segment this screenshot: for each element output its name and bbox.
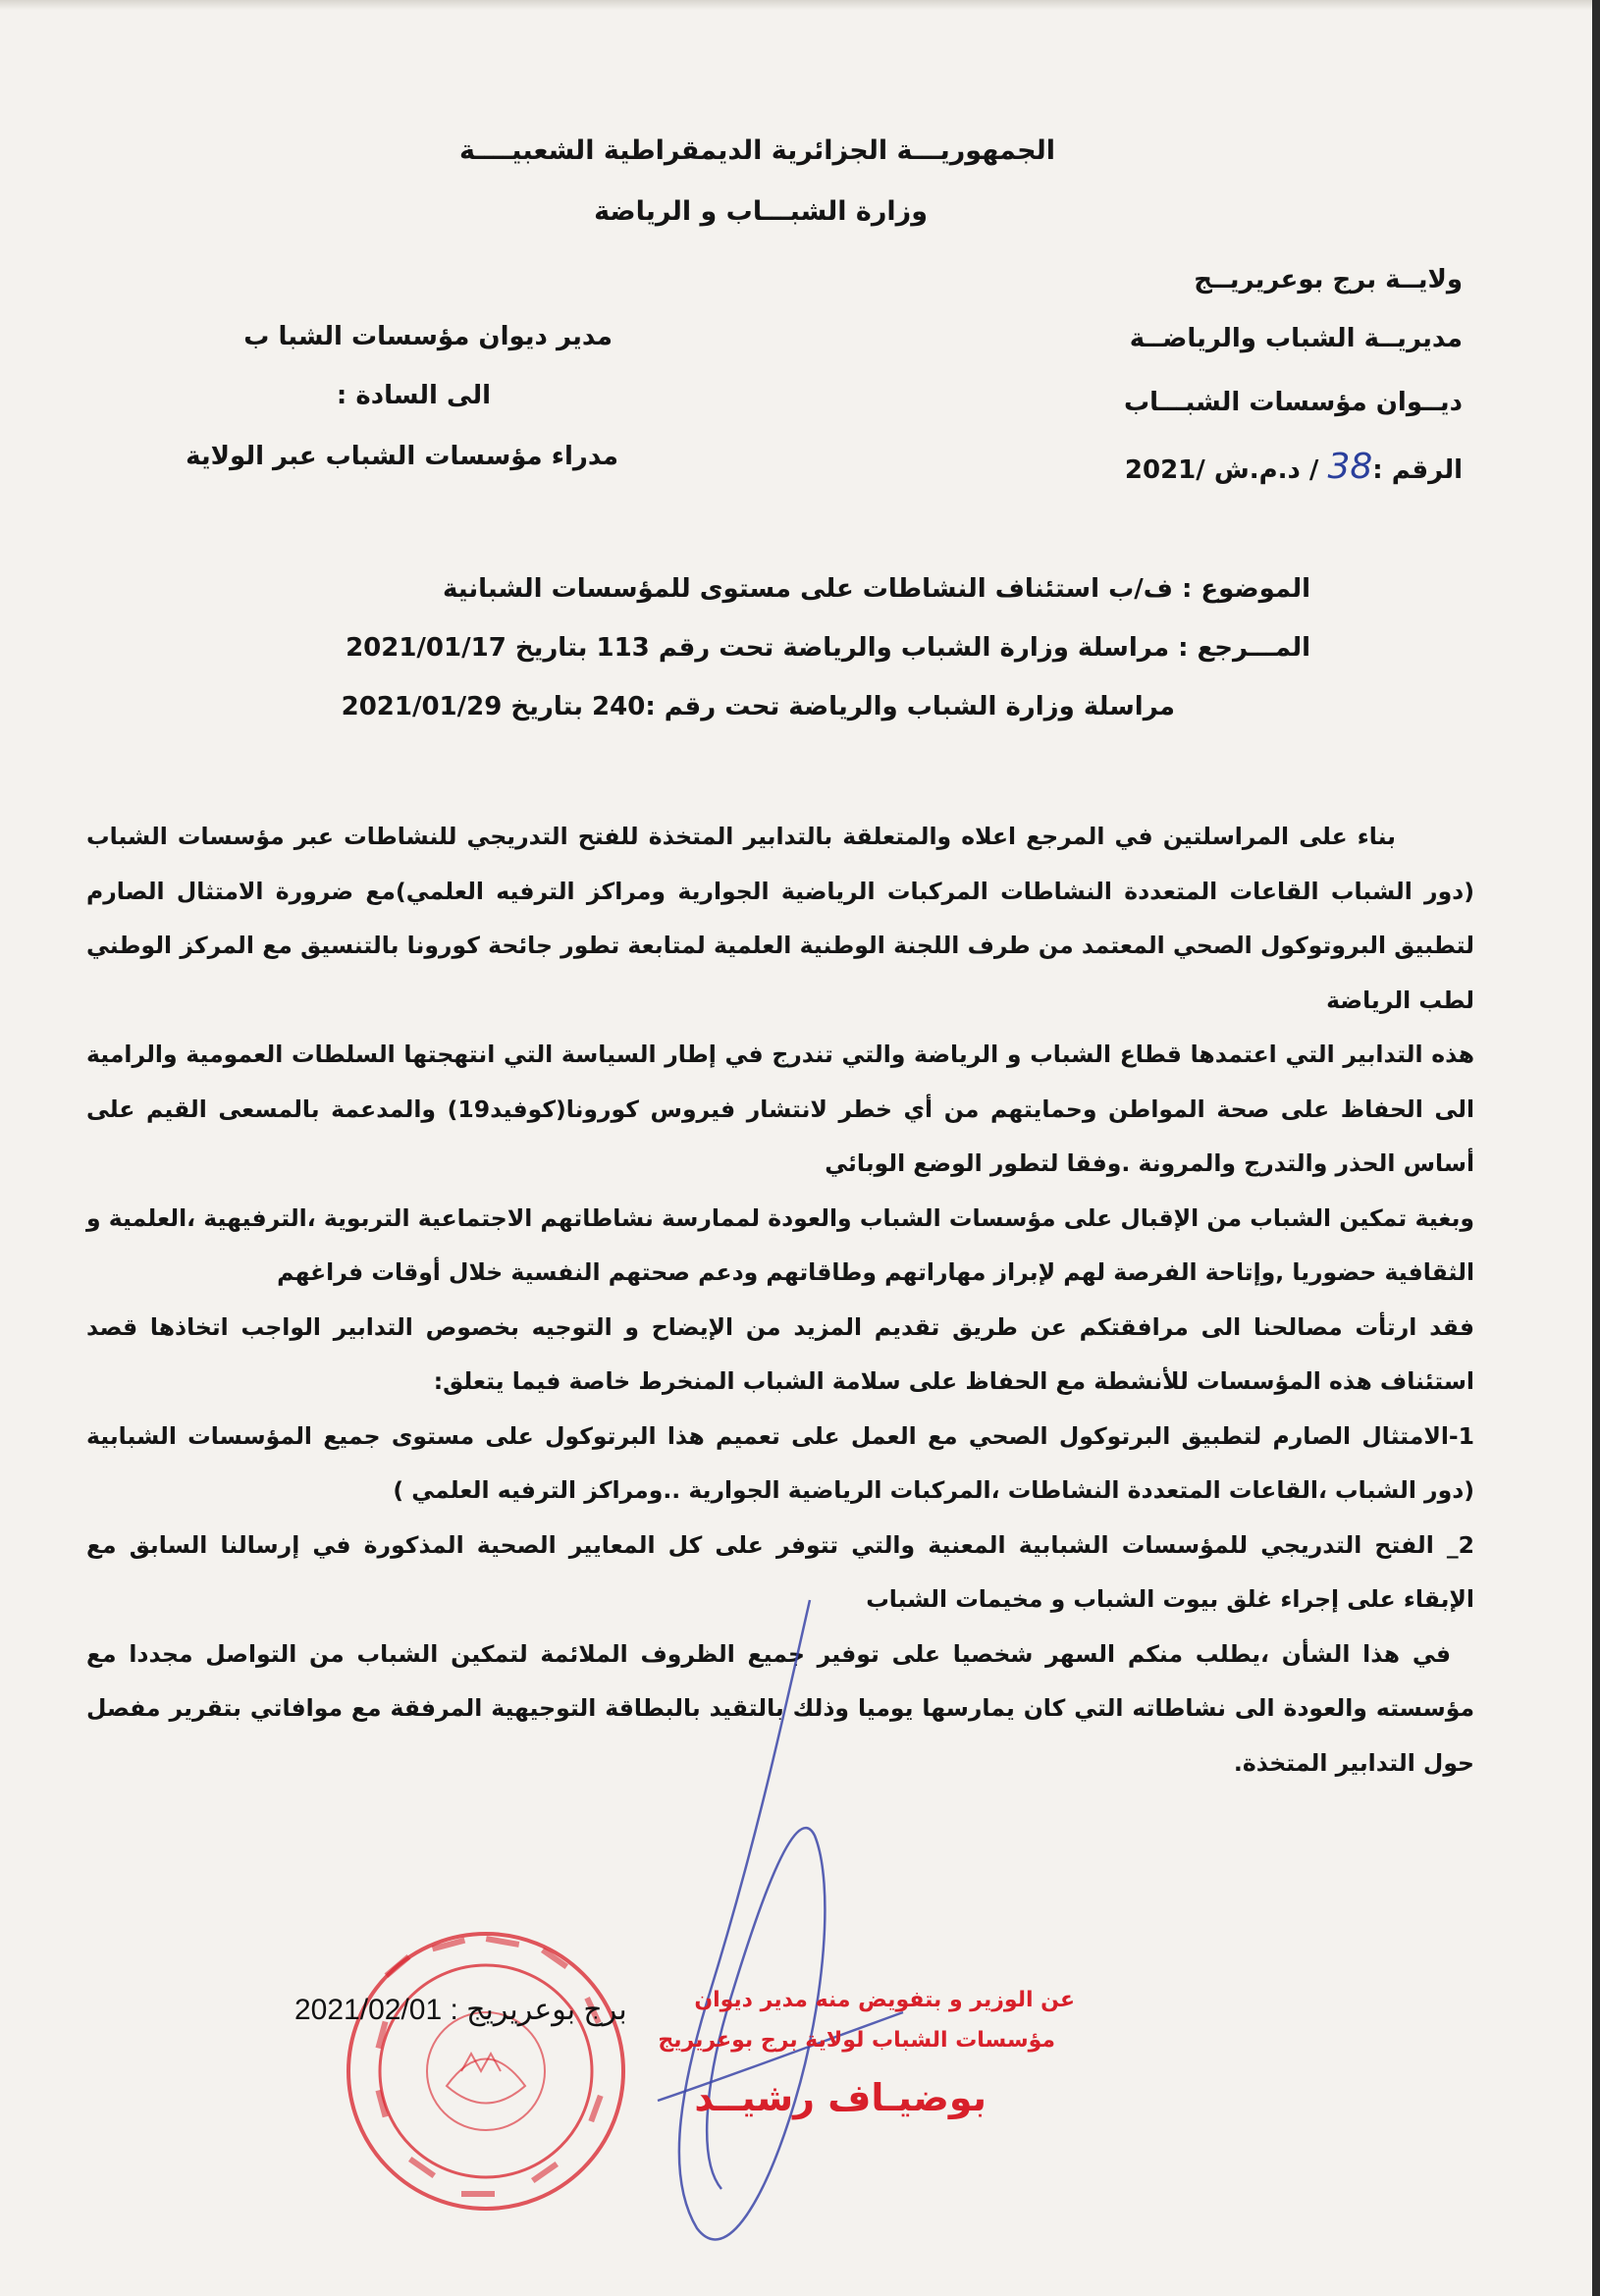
sender-office: ديــوان مؤسسات الشبـــاب: [1124, 388, 1463, 417]
reference-line-2: مراسلة وزارة الشباب والرياضة تحت رقم :240 بتاريخ 2021/01/29: [341, 692, 1175, 721]
republic-header: الجمهوريـــة الجزائرية الديمقراطية الشعبيــــة: [459, 135, 1055, 166]
scan-edge-top: [0, 0, 1600, 10]
signatory-name: بوضيـاف رشيــد: [694, 2076, 987, 2119]
subject-line: الموضوع : ف/ب استئناف النشاطات على مستوى للمؤسسات الشبانية: [442, 574, 1310, 604]
body-paragraph: بناء على المراسلتين في المرجع اعلاه والمتعلقة بالتدابير المتخذة للفتح التدريجي للنشاطات عبر مؤسسات الشباب (دور الشباب القاعات المتعددة النشاطات المركبات الرياضية الجوارية ومراكز الترفيه العلمي)مع ضرورة الامتثال الصارم لتطبيق البروتوكول الصحي المعتمد من طرف اللجنة الوطنية العلمية لمتابعة تطور جائحة كورونا بالتنسيق مع المركز الوطني لطب الرياضة: [86, 823, 1474, 1014]
reference-number-line: [1125, 447, 1463, 487]
recipient-from: مدير ديوان مؤسسات الشبا ب: [243, 322, 613, 351]
signatory-title-line-2: مؤسسات الشباب لولاية برج بوعريريج: [658, 2028, 1055, 2053]
body-paragraph: 2_ الفتح التدريجي للمؤسسات الشبابية المعنية والتي تتوفر على كل المعايير الصحية المذكورة في إرسالنا السابق مع الإبقاء على إجراء غلق بيوت الشباب و مخيمات الشباب: [86, 1530, 1474, 1613]
place-and-date: برج بوعريريج : 2021/02/01: [294, 1994, 627, 2026]
scan-edge-right: [1592, 0, 1600, 2296]
sender-directorate: مديريــة الشباب والرياضــة: [1129, 324, 1463, 353]
ref-number: 38: [1327, 447, 1373, 487]
handwritten-signature: [638, 1590, 913, 2277]
body-paragraph: وبغية تمكين الشباب من الإقبال على مؤسسات الشباب والعودة لممارسة نشاطاتهم الاجتماعية التربوية ،الترفيهية ،العلمية و الثقافية حضوريا ,وإتاحة الفرصة لهم لإبراز مهاراتهم وطاقاتهم ودعم صحتهم النفسية خلال أوقات فراغهم: [86, 1203, 1474, 1286]
reference-line-1: المـــرجع : مراسلة وزارة الشباب والرياضة تحت رقم 113 بتاريخ 2021/01/17: [346, 633, 1310, 663]
official-stamp: [339, 1924, 633, 2218]
signatory-title-line-1: عن الوزير و بتفويض منه مدير ديوان: [694, 1988, 1075, 2012]
sender-wilaya: ولايــة برج بوعريريــج: [1194, 265, 1463, 294]
body-paragraph: فقد ارتأت مصالحنا الى مرافقتكم عن طريق تقديم المزيد من الإيضاح و التوجيه بخصوص التدابير الواجب اتخاذها قصد استئناف هذه المؤسسات للأنشطة مع الحفاظ على سلامة الشباب المنخرط خاصة فيما يتعلق:: [86, 1312, 1474, 1395]
body-paragraph: هذه التدابير التي اعتمدها قطاع الشباب و الرياضة والتي تندرج في إطار السياسة التي انتهجتها السلطات العمومية والرامية الى الحفاظ على صحة المواطن وحمايتهم من أي خطر لانتشار فيروس كورونا(كوفيد19) والمدعمة بالمسعى القيم على أساس الحذر والتدرج والمرونة .وفقا لتطور الوضع الوبائي: [86, 1041, 1474, 1177]
body-paragraph: في هذا الشأن ،يطلب منكم السهر شخصيا على توفير جميع الظروف الملائمة لتمكين الشباب من التواصل مجددا مع مؤسسته والعودة الى نشاطاته التي كان يمارسها يوميا وذلك بالتقيد بالبطاقة التوجيهية المرفقة مع موافاتي بتقرير مفصل حول التدابير المتخذة.: [86, 1639, 1474, 1777]
ref-suffix: / د.م.ش /2021: [1124, 455, 1319, 485]
body-paragraph: 1-الامتثال الصارم لتطبيق البرتوكول الصحي مع العمل على تعميم هذا البرتوكول على مستوى جميع المؤسسات الشبابية (دور الشباب ،القاعات المتعددة النشاطات ،المركبات الرياضية الجوارية ..ومراكز الترفيه العلمي ): [86, 1421, 1474, 1504]
ref-label: الرقم :: [1372, 455, 1463, 485]
ministry-header: وزارة الشبـــاب و الرياضة: [594, 196, 928, 227]
recipient-addressees: مدراء مؤسسات الشباب عبر الولاية: [186, 442, 618, 471]
recipient-to: الى السادة :: [336, 381, 491, 410]
